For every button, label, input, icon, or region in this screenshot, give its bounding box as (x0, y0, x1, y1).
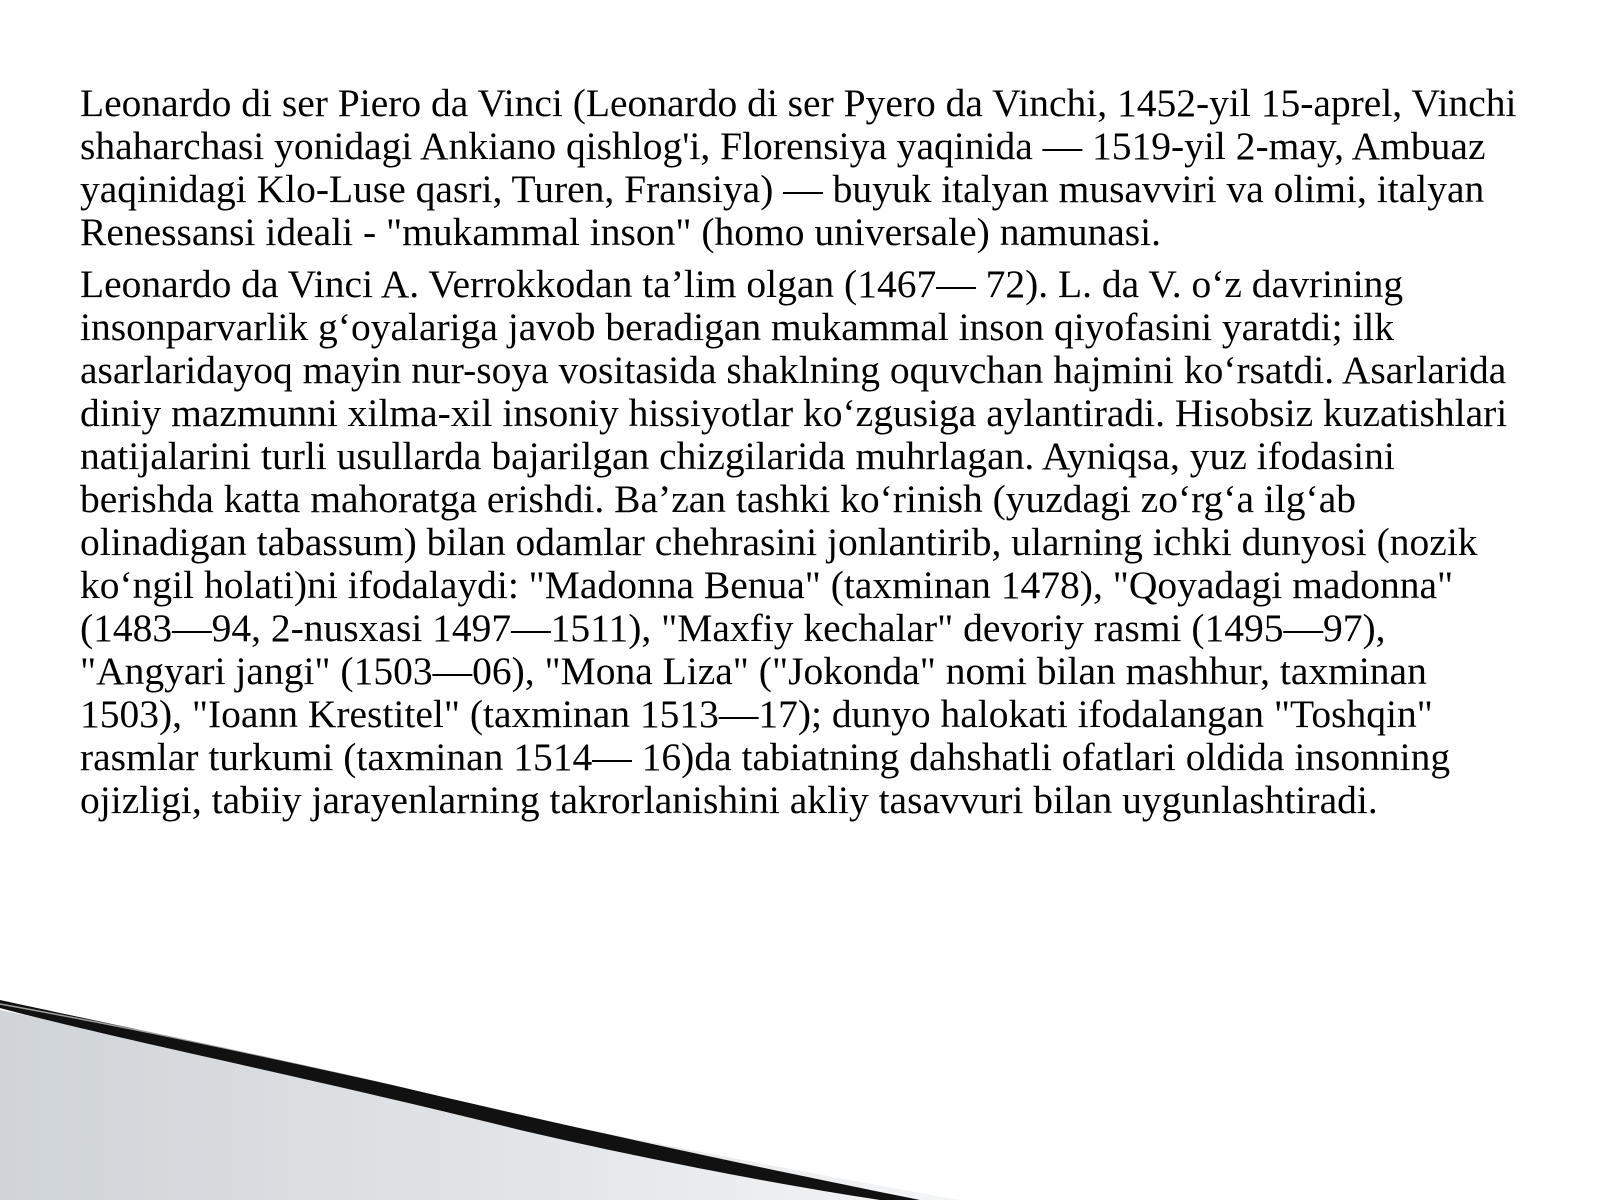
body-text (80, 82, 1520, 831)
paragraph-2: Leonardo da Vinci A. Verrokkodan ta’lim olgan (1467— 72). L. da V. o‘z davrining insonparvarlik g‘oyalariga javob beradigan mukammal inson qiyofasini yaratdi; ilk asarlaridayoq mayin nur-soya vositasida shaklning oquvchan hajmini ko‘rsatdi. Asarlarida diniy mazmunni xilma-xil insoniy hissiyotlar ko‘zgusiga aylantiradi. Hisobsiz kuzatishlari natijalarini turli usullarda bajarilgan chizgilarida muhrlagan. Ayniqsa, yuz ifodasini berishda katta mahoratga erishdi. Ba’zan tashki ko‘rinish (yuzdagi zo‘rg‘a ilg‘ab olinadigan tabassum) bilan odamlar chehrasini jonlantirib, ularning ichki dunyosi (nozik ko‘ngil holati)ni ifodalaydi: "Madonna Benua" (taxminan 1478), "Qoyadagi madonna" (1483—94, 2-nusxasi 1497—1511), "Maxfiy kechalar" devoriy rasmi (1495—97), "Angyari jangi" (1503—06), "Mona Liza" ("Jokonda" nomi bilan mashhur, taxminan 1503), "Ioann Krestitel" (taxminan 1513—17); dunyo halokati ifodalangan "Toshqin" rasmlar turkumi (taxminan 1514— 16)da tabiatning dahshatli ofatlari oldida insonning ojizligi, tabiiy jarayenlarning takrorlanishini akliy tasavvuri bilan uygunlashtiradi. (80, 262, 1508, 822)
paragraph-1: Leonardo di ser Piero da Vinci (Leonardo di ser Pyero da Vinchi, 1452-yil 15-aprel, Vinchi shaharchasi yonidagi Ankiano qishlog'i, Florensiya yaqinida — 1519-yil 2-may, Ambuaz yaqinidagi Klo-Luse qasri, Turen, Fransiya) — buyuk italyan musavviri va olimi, italyan Renessansi ideali - "mukammal inson" (homo universale) namunasi. (80, 81, 1517, 254)
swoosh-highlight (0, 1004, 640, 1140)
black-swoosh (0, 1000, 920, 1200)
grey-band (0, 1010, 960, 1200)
